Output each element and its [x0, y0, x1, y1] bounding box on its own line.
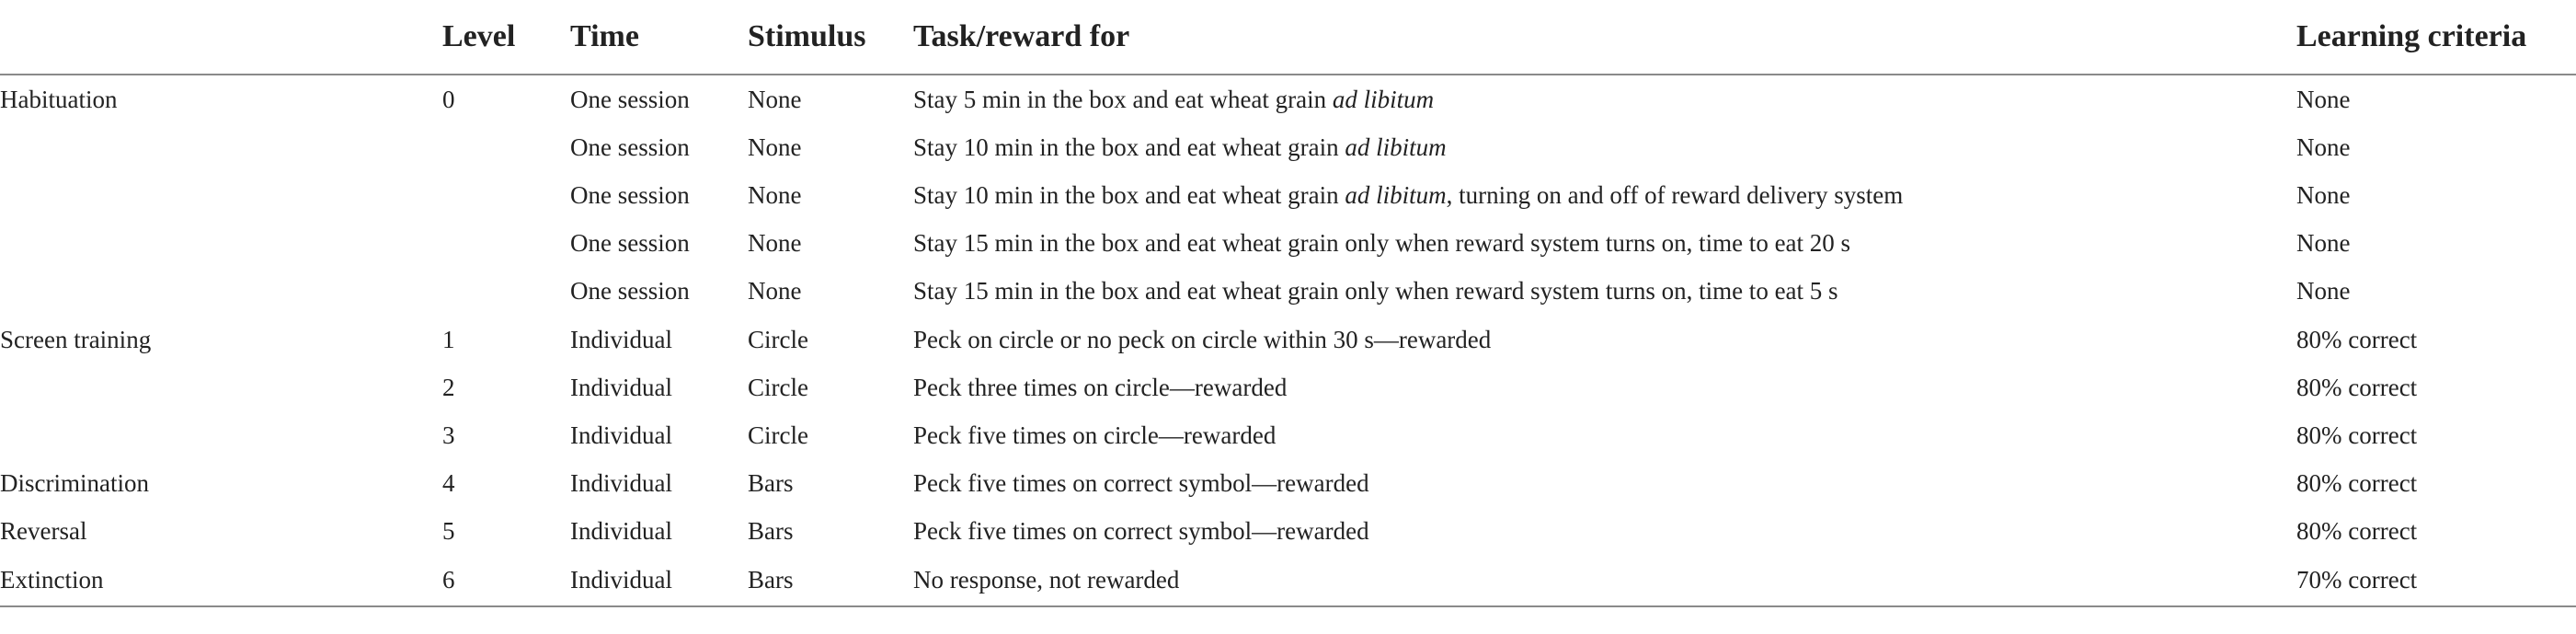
cell-phase: Discrimination [0, 469, 149, 498]
cell-task [913, 123, 2296, 171]
task-text: Peck five times on correct symbol—rewarded [913, 517, 1369, 546]
cell-stimulus: Bars [748, 556, 913, 606]
cell-time: Individual [570, 373, 672, 401]
task-italic-text: ad libitum [1345, 133, 1447, 161]
task-text: Stay 10 min in the box and eat wheat grain [913, 133, 1345, 161]
cell-stimulus: None [748, 180, 802, 209]
table-row [0, 220, 2576, 268]
cell-phase: Reversal [0, 517, 87, 546]
header-phase [0, 0, 442, 75]
cell-task [913, 75, 2296, 123]
cell-time: Individual [570, 556, 748, 606]
cell-criteria: None [2296, 85, 2351, 113]
task-text: Peck three times on circle—rewarded [913, 373, 1288, 401]
task-text: Stay 15 min in the box and eat wheat grain only when reward system turns on, time to eat 5 s [913, 277, 1838, 305]
cell-level [442, 171, 570, 219]
cell-level: 4 [442, 469, 455, 498]
cell-stimulus: None [748, 133, 802, 161]
cell-criteria: 80% correct [2296, 373, 2418, 401]
header-level: Level [442, 0, 570, 75]
cell-time: One session [570, 85, 690, 113]
table-row [0, 316, 2576, 363]
table-row [0, 411, 2576, 459]
cell-task [913, 363, 2296, 411]
cell-criteria: 70% correct [2296, 556, 2576, 606]
cell-phase [0, 363, 442, 411]
cell-time: Individual [570, 325, 672, 353]
cell-phase: Extinction [0, 556, 442, 606]
cell-stimulus: Circle [748, 325, 808, 353]
cell-level: 2 [442, 373, 455, 401]
header-task: Task/reward for [913, 0, 2296, 75]
task-text: Stay 5 min in the box and eat wheat grain [913, 85, 1333, 113]
cell-phase [0, 268, 442, 316]
cell-time: Individual [570, 421, 672, 449]
cell-task [913, 508, 2296, 556]
table-body [0, 75, 2576, 606]
cell-time: One session [570, 133, 690, 161]
cell-time: One session [570, 229, 690, 258]
cell-criteria: 80% correct [2296, 469, 2418, 498]
task-text: Peck five times on correct symbol—rewarded [913, 469, 1369, 498]
task-text: Stay 15 min in the box and eat wheat grain only when reward system turns on, time to eat 20 s [913, 229, 1851, 258]
cell-phase [0, 220, 442, 268]
cell-phase: Habituation [0, 85, 118, 113]
cell-time: Individual [570, 517, 672, 546]
cell-criteria: None [2296, 277, 2351, 305]
cell-time: One session [570, 180, 690, 209]
cell-level [442, 123, 570, 171]
cell-level: 6 [442, 556, 570, 606]
header-stimulus: Stimulus [748, 0, 913, 75]
cell-task [913, 220, 2296, 268]
table-row [0, 460, 2576, 508]
task-text: Peck on circle or no peck on circle within 30 s—rewarded [913, 325, 1492, 353]
cell-criteria: None [2296, 180, 2351, 209]
table-row [0, 75, 2576, 123]
cell-phase [0, 171, 442, 219]
cell-level: 0 [442, 85, 455, 113]
cell-stimulus: None [748, 229, 802, 258]
cell-stimulus: Bars [748, 469, 794, 498]
cell-task [913, 171, 2296, 219]
cell-level: 3 [442, 421, 455, 449]
table-row [0, 508, 2576, 556]
table-row [0, 123, 2576, 171]
cell-stimulus: Circle [748, 373, 808, 401]
cell-level: 5 [442, 517, 455, 546]
cell-criteria: 80% correct [2296, 517, 2418, 546]
task-italic-text: ad libitum [1345, 180, 1447, 209]
task-text-tail: , turning on and off of reward delivery system [1446, 180, 1904, 209]
cell-stimulus: None [748, 277, 802, 305]
cell-phase: Screen training [0, 325, 152, 353]
cell-time: Individual [570, 469, 672, 498]
task-italic-text: ad libitum [1332, 85, 1435, 113]
cell-criteria: 80% correct [2296, 325, 2418, 353]
header-time: Time [570, 0, 748, 75]
cell-phase [0, 123, 442, 171]
cell-task [913, 460, 2296, 508]
cell-level [442, 220, 570, 268]
table-header [0, 0, 2576, 75]
cell-criteria: 80% correct [2296, 421, 2418, 449]
cell-task [913, 268, 2296, 316]
table-row [0, 268, 2576, 316]
cell-level [442, 268, 570, 316]
table-row [0, 556, 2576, 606]
cell-phase [0, 411, 442, 459]
cell-task [913, 411, 2296, 459]
table-row [0, 171, 2576, 219]
cell-level: 1 [442, 325, 455, 353]
header-criteria: Learning criteria [2296, 0, 2576, 75]
task-text: No response, not rewarded [913, 566, 1180, 594]
cell-stimulus: Circle [748, 421, 808, 449]
cell-task [913, 316, 2296, 363]
header-row [0, 0, 2576, 75]
task-text: Stay 10 min in the box and eat wheat grain [913, 180, 1345, 209]
cell-time: One session [570, 277, 690, 305]
cell-task [913, 556, 2296, 606]
cell-criteria: None [2296, 229, 2351, 258]
table-row [0, 363, 2576, 411]
task-text: Peck five times on circle—rewarded [913, 421, 1277, 449]
cell-stimulus: Bars [748, 517, 794, 546]
cell-criteria: None [2296, 133, 2351, 161]
cell-stimulus: None [748, 85, 802, 113]
